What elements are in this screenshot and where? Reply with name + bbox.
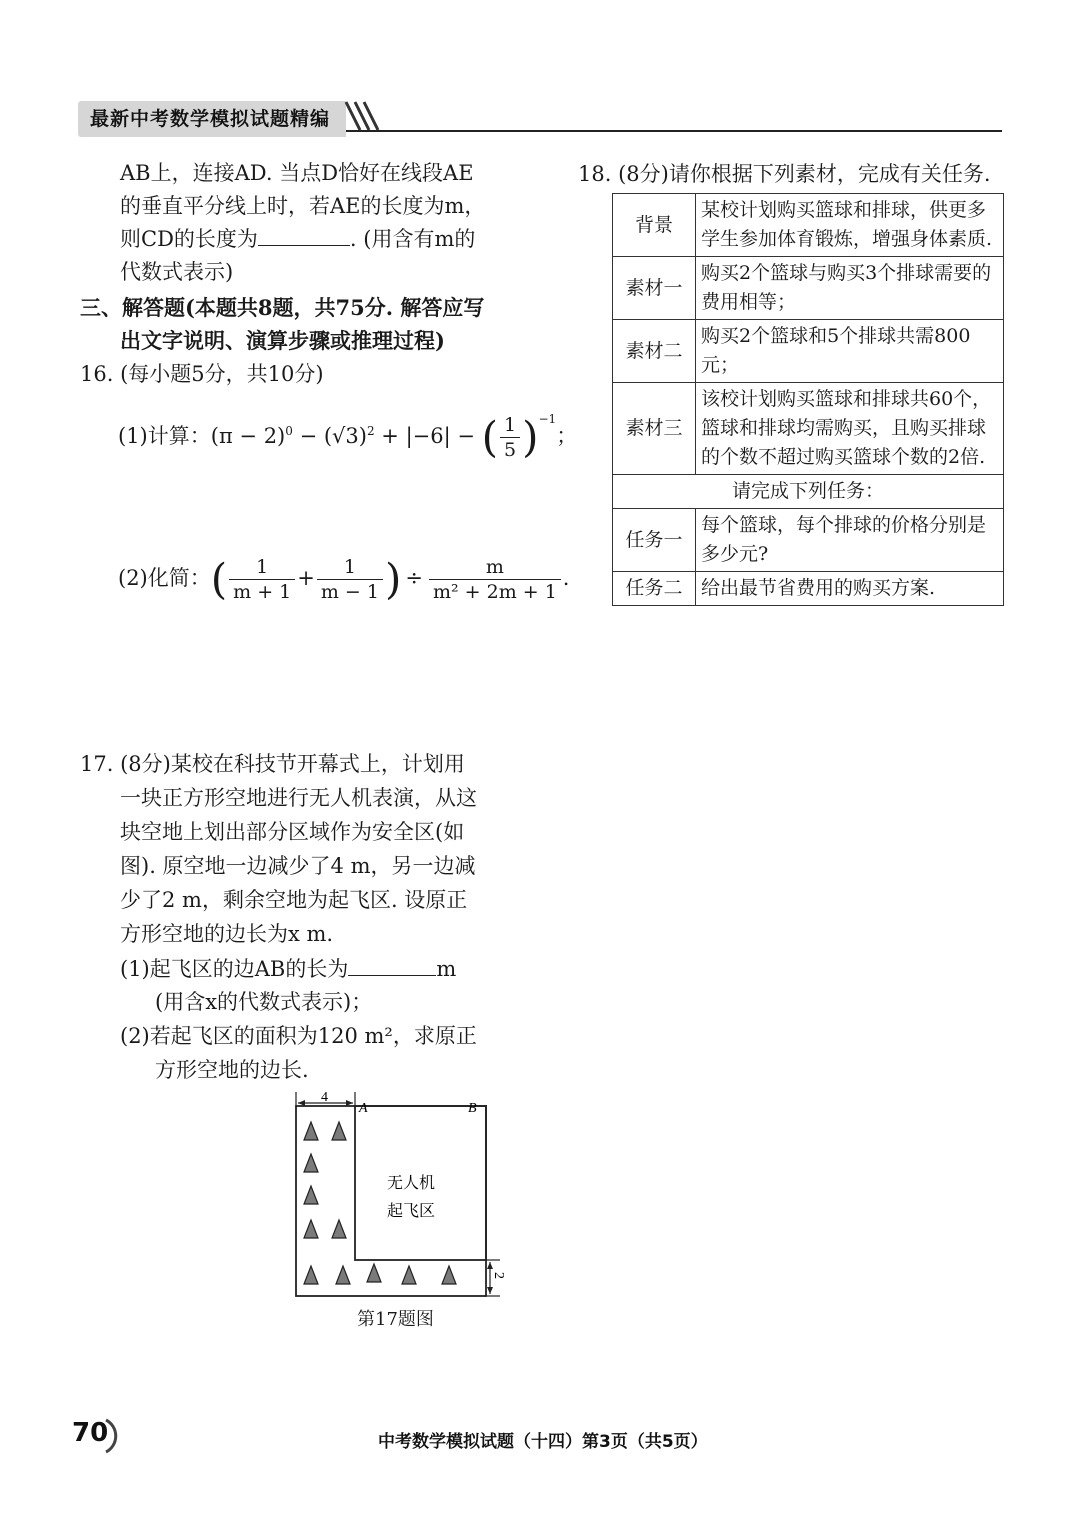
row-content: 某校计划购买篮球和排球，供更多学生参加体育锻炼，增强身体素质. (696, 194, 1004, 257)
vertex-b-label: B (468, 1101, 477, 1116)
triangle-marker (332, 1122, 346, 1140)
q17-sub1-a: (1)起飞区的边AB的长为 (120, 957, 349, 981)
triangle-marker (367, 1264, 381, 1282)
zone-label-line-2: 起飞区 (386, 1201, 436, 1220)
task-header: 任务二 (613, 572, 696, 606)
q16-p1-abs: + |−6| − (374, 424, 482, 448)
q17-line-5: 少了2 m，剩余空地为起飞区. 设原正 (120, 888, 468, 912)
q17-line-3: 块空地上划出部分区域作为安全区(如 (120, 820, 465, 844)
page-number-arc (100, 1416, 130, 1456)
q16-p1-term-a: (π − 2) (210, 424, 286, 448)
row-content: 购买2个篮球与购买3个排球需要的费用相等； (696, 257, 1004, 320)
q17-sub2-line-2: 方形空地的边长. (155, 1058, 309, 1082)
right-paren: ) (384, 554, 402, 604)
table-row (613, 572, 1004, 606)
task-prompt: 请完成下列任务： (613, 475, 1004, 509)
arrowhead-right (346, 1100, 353, 1106)
q16-p2-f2-den: m − 1 (320, 581, 379, 603)
q16-p2-f2-num: 1 (317, 555, 383, 580)
page-number: 70 (72, 1418, 109, 1448)
q16-p2-fraction-1 (229, 555, 295, 604)
triangle-marker (332, 1220, 346, 1238)
row-header: 背景 (613, 194, 696, 257)
zone-label-line-1: 无人机 (386, 1173, 436, 1192)
header-rule (346, 130, 1002, 132)
q18-materials-table (612, 193, 1004, 606)
q16-part2 (118, 553, 569, 604)
arrowhead-up (487, 1262, 493, 1269)
q16-p1-minus: − (292, 424, 324, 448)
q16-p1-frac-num: 1 (500, 413, 520, 438)
q16-p1-fraction (500, 413, 520, 462)
header-slash-decoration (338, 98, 388, 134)
triangle-marker (402, 1266, 416, 1284)
task-header: 任务一 (613, 509, 696, 572)
q15-line-4: 代数式表示) (120, 260, 234, 284)
row-content: 该校计划购买篮球和排球共60个，篮球和排球均需购买，且购买排球的个数不超过购买篮球个数的2倍. (696, 383, 1004, 475)
row-content: 购买2个篮球和5个排球共需800元； (696, 320, 1004, 383)
table-row (613, 475, 1004, 509)
q15-line-3b: . (用含有m的 (349, 227, 476, 251)
row-header: 素材一 (613, 257, 696, 320)
q16-p1-frac-den: 5 (504, 439, 517, 461)
section3-line-2: 出文字说明、演算步骤或推理过程) (120, 328, 445, 353)
q17-sub1-note: (用含x的代数式表示)； (155, 990, 373, 1014)
arrowhead-left (298, 1100, 305, 1106)
triangle-marker (442, 1266, 456, 1284)
q16-p2-divide: ÷ (405, 566, 423, 590)
vertex-a-label: A (359, 1101, 368, 1116)
triangle-marker (304, 1154, 318, 1172)
q15-answer-blank[interactable] (258, 223, 350, 246)
q17-answer-blank[interactable] (348, 953, 436, 976)
q17-sub1-b: m (436, 957, 457, 981)
q16-p1-label: (1)计算： (118, 424, 211, 448)
q16-part1 (118, 394, 577, 462)
q16-head: 16. (每小题5分，共10分) (80, 362, 324, 386)
q17-sub2-line-1: (2)若起飞区的面积为120 m²，求原正 (120, 1024, 477, 1048)
q17-line-6: 方形空地的边长为x m. (120, 922, 334, 946)
footer-text: 中考数学模拟试题（十四）第3页（共5页） (378, 1432, 708, 1452)
row-header: 素材二 (613, 320, 696, 383)
q16-p2-fraction-3 (429, 555, 561, 604)
triangle-marker (304, 1122, 318, 1140)
triangle-marker (304, 1186, 318, 1204)
task-content: 给出最节省费用的购买方案. (696, 572, 1004, 606)
figure-caption: 第17题图 (357, 1309, 434, 1330)
q16-p2-end: . (562, 566, 570, 590)
q16-p1-term-a-exp: 0 (285, 424, 293, 438)
arrowhead-down (487, 1287, 493, 1294)
q16-p2-label: (2)化简： (118, 566, 211, 590)
q16-p1-exp: −1 (538, 412, 557, 426)
q16-p2-fraction-2 (317, 555, 383, 604)
q16-p1-sqrt: (√3) (323, 424, 367, 448)
q18-head: 18. (8分)请你根据下列素材，完成有关任务. (578, 162, 991, 186)
triangle-marker (304, 1266, 318, 1284)
row-header: 素材三 (613, 383, 696, 475)
section3-line-1: 三、解答题(本题共8题，共75分. 解答应写 (80, 295, 485, 320)
right-paren: ) (522, 412, 539, 462)
q16-p2-plus: + (297, 566, 315, 590)
left-paren: ( (210, 554, 228, 604)
series-title: 最新中考数学模拟试题精编 (90, 108, 331, 130)
q15-line-3a: 则CD的长度为 (120, 227, 258, 251)
task-content: 每个篮球，每个排球的价格分别是多少元? (696, 509, 1004, 572)
table-row (613, 383, 1004, 475)
q16-p1-sqrt-exp: 2 (366, 424, 375, 438)
q17-line-2: 一块正方形空地进行无人机表演，从这 (120, 786, 477, 810)
q16-p2-f1-den: m + 1 (233, 581, 292, 603)
table-row (613, 320, 1004, 383)
q16-p2-f3-num: m (429, 555, 561, 580)
triangle-marker (304, 1220, 318, 1238)
q17-line-4: 图). 原空地一边减少了4 m，另一边减 (120, 854, 476, 878)
left-paren: ( (481, 412, 499, 462)
q15-line-1: AB上，连接AD. 当点D恰好在线段AE (120, 161, 474, 185)
q17-sub1 (120, 953, 456, 986)
q15-line-2: 的垂直平分线上时，若AE的长度为m， (120, 194, 486, 218)
q17-line-1: 17. (8分)某校在科技节开幕式上，计划用 (80, 752, 465, 776)
table-row (613, 509, 1004, 572)
q16-p2-f1-num: 1 (229, 555, 295, 580)
dim-top-label: 4 (321, 1090, 328, 1105)
q16-p2-f3-den: m² + 2m + 1 (432, 581, 557, 603)
q16-p1-end: ； (556, 424, 578, 448)
triangle-marker (336, 1266, 350, 1284)
dim-right-label: 2 (491, 1272, 506, 1279)
q17-figure (285, 1090, 510, 1308)
table-row (613, 194, 1004, 257)
q15-line-3 (120, 223, 475, 256)
table-row (613, 257, 1004, 320)
